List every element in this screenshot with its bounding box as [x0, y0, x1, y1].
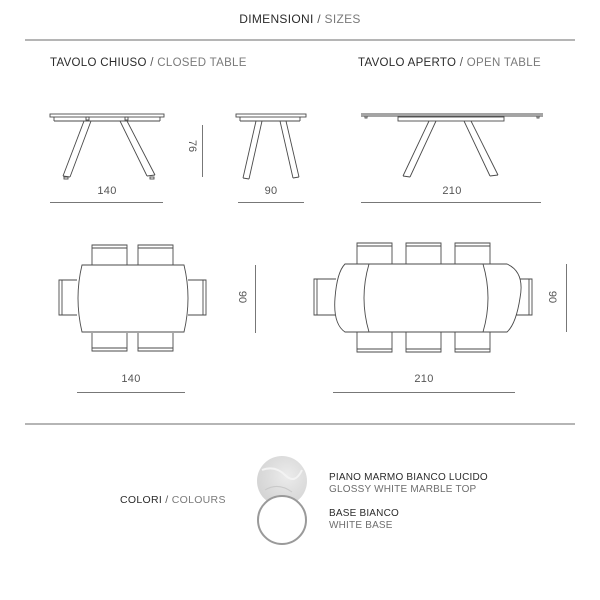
closed-table-top-depth-label: 90	[236, 290, 249, 304]
open-table-top-depth-label: 90	[546, 290, 559, 304]
colour-item-white-base-it: BASE BIANCO	[329, 508, 399, 519]
page-title-separator: /	[317, 12, 321, 26]
colour-item-white-base	[329, 508, 399, 532]
colours-title-it: COLORI	[120, 494, 163, 506]
open-table-title-separator: /	[459, 57, 464, 69]
open-table-side-width-label: 210	[442, 185, 462, 197]
closed-table-title-it: TAVOLO CHIUSO	[50, 57, 147, 69]
closed-table-end-depth-label: 90	[264, 185, 278, 197]
closed-table-title-en: CLOSED TABLE	[157, 57, 247, 69]
colour-item-marble-top-it: PIANO MARMO BIANCO LUCIDO	[329, 472, 488, 483]
closed-table-height-label: 76	[186, 139, 199, 153]
page-title-it: DIMENSIONI	[239, 12, 314, 26]
open-table-top-width-label: 210	[414, 373, 434, 385]
open-table-title-it: TAVOLO APERTO	[358, 57, 457, 69]
colours-title-en: COLOURS	[171, 494, 226, 506]
colours-title-separator: /	[165, 494, 169, 506]
closed-table-side-width-label: 140	[97, 185, 117, 197]
colour-item-white-base-en: WHITE BASE	[329, 520, 393, 531]
white-swatch-icon	[258, 496, 306, 544]
colour-item-marble-top-en: GLOSSY WHITE MARBLE TOP	[329, 484, 477, 495]
colour-item-marble-top	[329, 472, 488, 496]
closed-table-top-width-label: 140	[121, 373, 141, 385]
open-table-title-en: OPEN TABLE	[466, 57, 541, 69]
closed-table-title-separator: /	[150, 57, 154, 69]
page-title-en: SIZES	[324, 12, 361, 26]
